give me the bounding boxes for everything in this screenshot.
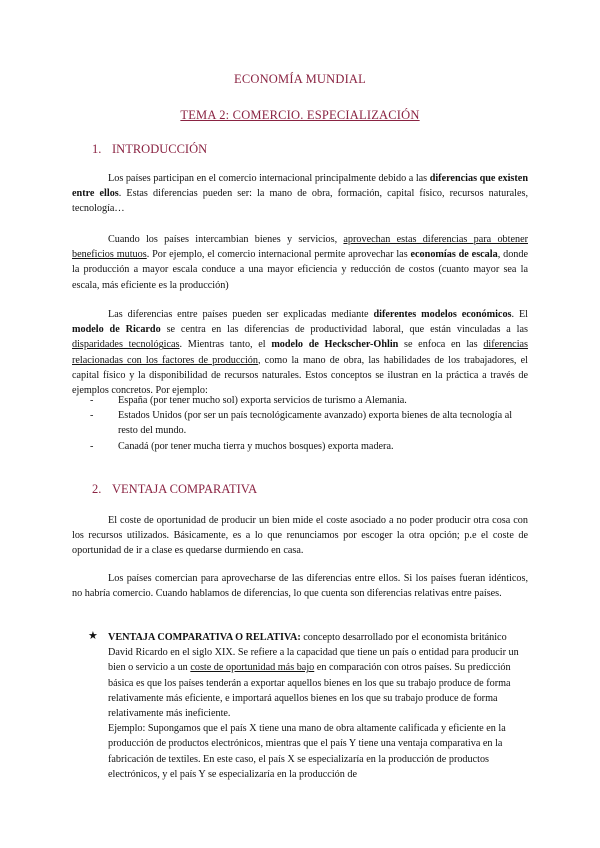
comparative-advantage-definition: VENTAJA COMPARATIVA O RELATIVA: concepto desarrollado por el economista británico David Ricardo en el siglo XIX. Se refiere a la capacidad que tiene un país o entidad para producir un bien o servicio a un coste de oportunidad más bajo en comparación con otros países. Su predicción básica es que los países tenderán a exportar aquellos bienes en los que su trabajo produce de forma relativamente más eficiente, e importará aquellos bienes en los que su trabajo produce de forma relativamente más ineficiente. [108,632,519,720]
intro-paragraph-1: Los países participan en el comercio internacional principalmente debido a las diferencias que existen entre ellos. Estas diferencias pueden ser: la mano de obra, formación, capital físico, recursos naturales, tecnología… [72,173,528,215]
intro-paragraph-3: Las diferencias entre países pueden ser explicadas mediante diferentes modelos económicos. El modelo de Ricardo se centra en las diferencias de productividad laboral, que están vinculadas a las disparidades tecnológicas. Mientras tanto, el modelo de Heckscher-Ohlin se enfoca en las diferencias relacionadas con los factores de producción, como la mano de obra, las habilidades de los trabajadores, el capital físico y la disponibilidad de recursos naturales. Estos conceptos se ilustran en la práctica a través de ejemplos concretos. Por ejemplo: [72,309,529,397]
document-subtitle: TEMA 2: COMERCIO. ESPECIALIZACIÓN [180,108,420,122]
section-title: VENTAJA COMPARATIVA [112,482,258,496]
list-item: - España (por tener mucho sol) exporta servicios de turismo a Alemania. [90,395,407,406]
star-bullet-icon: ★ [88,630,98,642]
ventaja-paragraph-1: El coste de oportunidad de producir un bien mide el coste asociado a no poder producir otra cosa con los recursos utilizados. Básicamente, es a lo que renunciamos por escoger la otra opción; p.e el coste de oportunidad de ir a clase es quedarse durmiendo en casa. [72,515,528,557]
section-title: INTRODUCCIÓN [112,142,208,156]
list-item: - Estados Unidos (por ser un país tecnológicamente avanzado) exporta bienes de alta tecnología al resto del mundo. [90,410,513,437]
comparative-advantage-block [90,630,528,782]
ventaja-paragraph-2: Los países comercian para aprovecharse de las diferencias entre ellos. Si los países fueran idénticos, no habría comercio. Cuando hablamos de diferencias, lo que cuenta son diferencias relativas entre países. [72,573,528,600]
examples-list [72,393,528,454]
section-heading-2 [92,482,257,497]
section-heading-1 [92,142,207,157]
list-item: - Canadá (por tener mucha tierra y muchos bosques) exporta madera. [90,440,394,452]
intro-paragraph-2: Cuando los países intercambian bienes y servicios, aprovechan estas diferencias para obtener beneficios mutuos. Por ejemplo, el comercio internacional permite aprovechar las economías de escala, donde la producción a mayor escala conduce a una mayor eficiencia y reducción de costos (cuanto mayor sea la escala, más eficiente es la producción) [72,234,528,291]
section-number: 2. [92,482,102,496]
section-number: 1. [92,142,102,156]
document-title: ECONOMÍA MUNDIAL [233,72,366,86]
comparative-advantage-example: Ejemplo: Supongamos que el país X tiene una mano de obra altamente calificada y eficiente en la producción de productos electrónicos, mientras que el país Y tiene una ventaja comparativa en la fabricación de textiles. En este caso, el país X se especializaría en la producción de productos electrónicos, y el país Y se especializaría en la producción de [108,723,506,780]
